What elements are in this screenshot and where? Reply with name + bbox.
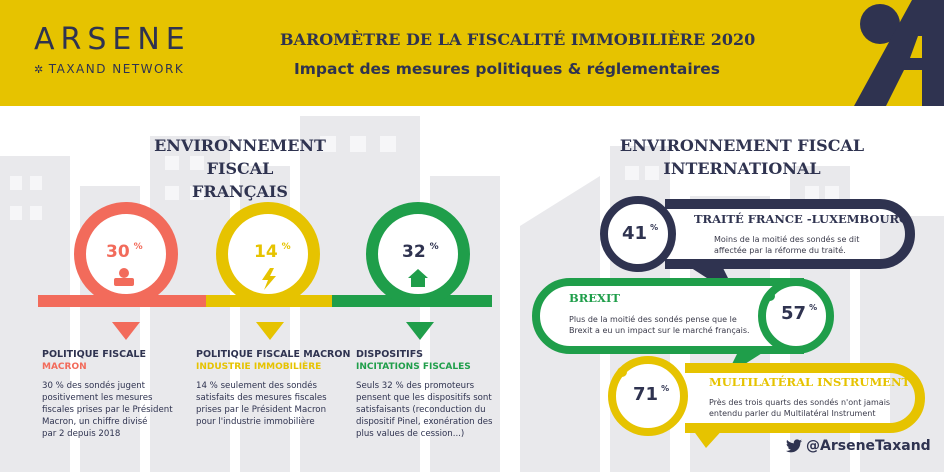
twitter-handle[interactable] xyxy=(786,437,931,455)
pct-value: 71 xyxy=(633,384,659,405)
section-title-france xyxy=(120,134,360,203)
body-line: Près des trois quarts des sondés n'ont jamais xyxy=(709,398,891,407)
pct-value: 41 xyxy=(622,223,648,244)
body-line: Seuls 32 % des promoteurs xyxy=(356,381,475,391)
body-line: fiscales prises par le Président xyxy=(42,405,173,415)
pct-unit: % xyxy=(650,223,659,232)
twitter-icon xyxy=(786,439,802,453)
item-subtitle: INDUSTRIE IMMOBILIÈRE xyxy=(196,362,322,372)
arrow-red xyxy=(112,322,140,340)
pct-dispositifs xyxy=(402,242,439,262)
body-line: Plus de la moitié des sondés pense que le xyxy=(569,315,737,324)
section-title-international-line2: INTERNATIONAL xyxy=(663,159,821,178)
item-title: POLITIQUE FISCALE xyxy=(42,349,146,360)
bubble-body-multilateral xyxy=(709,397,909,419)
pct-unit: % xyxy=(661,384,670,393)
bubble-title-brexit: BREXIT xyxy=(569,291,620,305)
pct-industrie xyxy=(254,242,291,262)
item-dispositifs xyxy=(356,349,516,440)
pct-traite xyxy=(622,223,658,244)
page-title: BAROMÈTRE DE LA FISCALITÉ IMMOBILIÈRE 2020 xyxy=(280,30,756,49)
body-line: Moins de la moitié des sondés se dit xyxy=(714,235,860,244)
twitter-handle-text: @ArseneTaxand xyxy=(806,438,931,454)
body-line: prises par le Président Macron xyxy=(196,405,327,415)
arrow-green xyxy=(406,322,434,340)
body-line: entendu parler du Multilatéral Instrument xyxy=(709,409,876,418)
bubble-title-traite: TRAITÉ FRANCE -LUXEMBOURG xyxy=(694,212,909,226)
bubble-body-traite xyxy=(714,234,894,256)
item-title: POLITIQUE FISCALE MACRON xyxy=(196,349,351,360)
item-body xyxy=(42,380,192,440)
section-title-france-line2: FRANÇAIS xyxy=(192,182,288,201)
brand-logo: ARSENE xyxy=(34,22,191,57)
bubble-tail-yellow xyxy=(690,426,726,448)
arrow-yellow xyxy=(256,322,284,340)
body-line: 30 % des sondés jugent xyxy=(42,381,146,391)
pct-value: 32 xyxy=(402,242,426,262)
bubble-body-brexit xyxy=(569,314,769,336)
brand-tagline xyxy=(34,62,184,76)
section-title-international xyxy=(612,134,872,180)
body-line: plus values de cession...) xyxy=(356,429,465,439)
body-line: pour l'industrie immobilière xyxy=(196,417,315,427)
item-title: DISPOSITIFS xyxy=(356,349,424,360)
pct-unit: % xyxy=(133,242,143,252)
item-industrie-immobiliere xyxy=(196,349,354,428)
section-title-france-line1: ENVIRONNEMENT FISCAL xyxy=(154,136,326,178)
pct-value: 14 xyxy=(254,242,278,262)
item-body xyxy=(196,380,354,428)
body-line: 14 % seulement des sondés xyxy=(196,381,318,391)
body-line: satisfaits des mesures fiscales xyxy=(196,393,327,403)
pct-unit: % xyxy=(281,242,291,252)
body-line: affectée par la réforme du traité. xyxy=(714,246,846,255)
pct-politique-fiscale xyxy=(106,242,143,262)
body-line: Brexit a eu un impact sur le marché français. xyxy=(569,326,750,335)
pct-unit: % xyxy=(429,242,439,252)
item-body xyxy=(356,380,516,440)
item-subtitle: MACRON xyxy=(42,362,87,372)
body-line: dispositif Pinel, exonération des xyxy=(356,417,493,427)
pct-brexit xyxy=(781,303,817,324)
body-line: par 2 depuis 2018 xyxy=(42,429,121,439)
body-line: pensent que les dispositifs sont xyxy=(356,393,492,403)
arsene-a-mark-icon xyxy=(824,0,944,106)
pct-unit: % xyxy=(809,303,818,312)
page-subtitle: Impact des mesures politiques & réglementaires xyxy=(294,60,721,78)
pct-value: 30 xyxy=(106,242,130,262)
section-title-international-line1: ENVIRONNEMENT FISCAL xyxy=(619,136,865,155)
brand-tagline-text: TAXAND NETWORK xyxy=(48,62,185,76)
pct-multilateral xyxy=(633,384,669,405)
body-line: satisfaisants (reconduction du xyxy=(356,405,486,415)
item-subtitle: INCITATIONS FISCALES xyxy=(356,362,471,372)
body-line: Macron, un chiffre divisé xyxy=(42,417,148,427)
pct-value: 57 xyxy=(781,303,807,324)
item-politique-fiscale xyxy=(42,349,192,440)
asterisk-icon: ✲ xyxy=(34,63,45,76)
bubble-title-multilateral: MULTILATÉRAL INSTRUMENT xyxy=(709,375,911,389)
body-line: positivement les mesures xyxy=(42,393,153,403)
france-rings-graphic xyxy=(0,200,520,350)
